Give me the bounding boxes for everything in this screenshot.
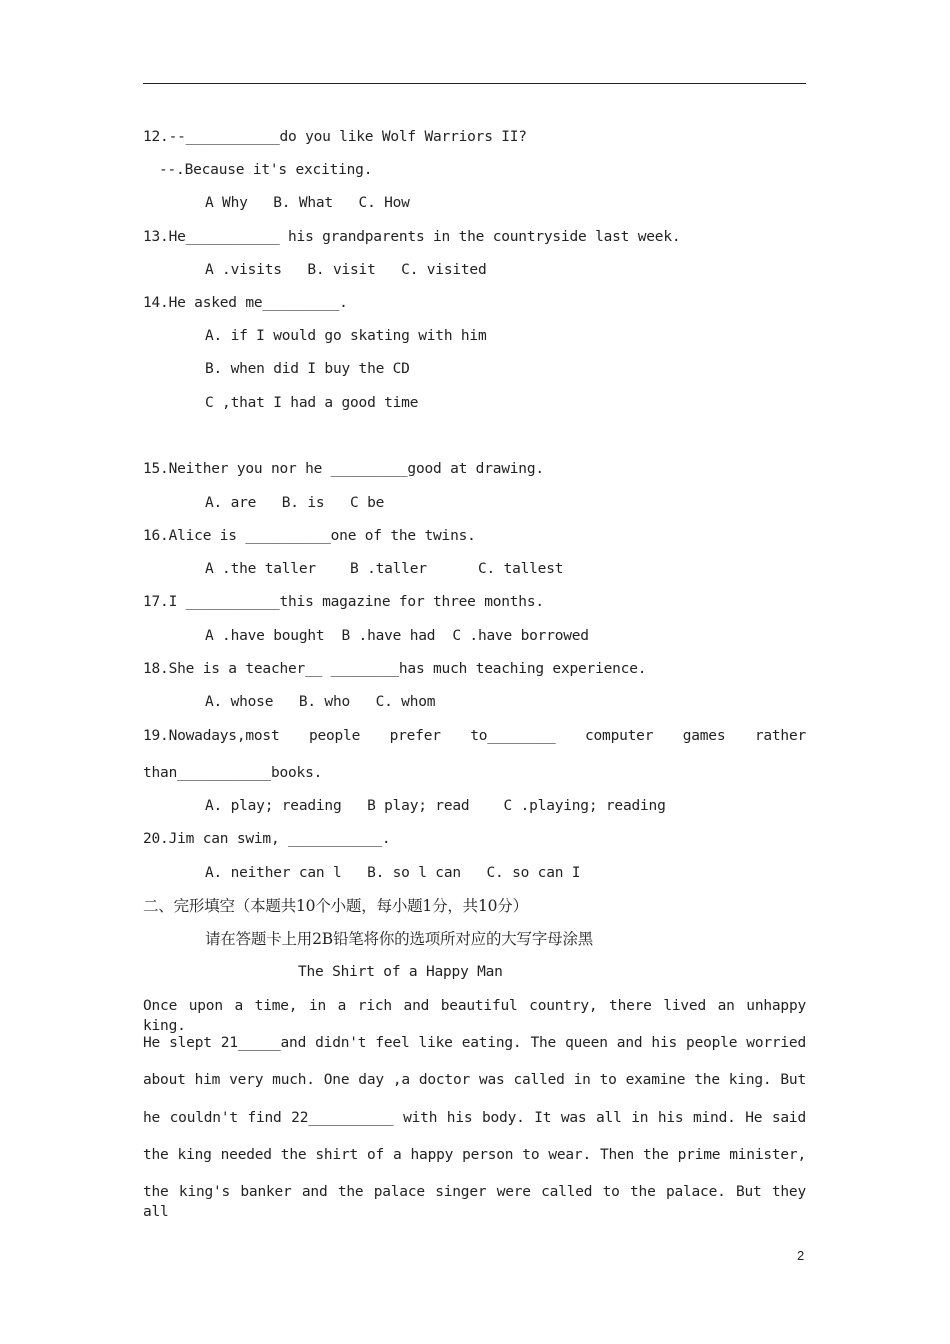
question-14-option-b: B. when did I buy the CD xyxy=(205,361,410,377)
passage-title: The Shirt of a Happy Man xyxy=(298,964,503,980)
question-13-options: A .visits B. visit C. visited xyxy=(205,262,487,278)
header-rule xyxy=(143,83,806,84)
question-17-stem: 17.I ___________this magazine for three months. xyxy=(143,594,544,610)
question-14-option-a: A. if I would go skating with him xyxy=(205,328,487,344)
section-2-heading: 二、完形填空（本题共10个小题，每小题1分，共10分） xyxy=(143,897,528,915)
page-number: 2 xyxy=(797,1248,805,1263)
question-13-stem: 13.He___________ his grandparents in the countryside last week. xyxy=(143,229,681,245)
passage-line: He slept 21_____and didn't feel like eating. The queen and his people worried xyxy=(143,1035,806,1051)
question-20-options: A. neither can l B. so l can C. so can I xyxy=(205,865,581,881)
question-18-stem: 18.She is a teacher__ ________has much teaching experience. xyxy=(143,661,647,677)
passage-line: the king needed the shirt of a happy person to wear. Then the prime minister, xyxy=(143,1147,806,1163)
question-16-stem: 16.Alice is __________one of the twins. xyxy=(143,528,476,544)
section-2-instruction: 请在答题卡上用2B铅笔将你的选项所对应的大写字母涂黑 xyxy=(205,930,594,948)
question-15-options: A. are B. is C be xyxy=(205,495,385,511)
question-14-option-c: C ,that I had a good time xyxy=(205,395,419,411)
question-18-options: A. whose B. who C. whom xyxy=(205,694,436,710)
passage-line: Once upon a time, in a rich and beautiful country, there lived an unhappy king. xyxy=(143,998,806,1034)
question-15-stem: 15.Neither you nor he _________good at drawing. xyxy=(143,461,544,477)
passage-line: the king's banker and the palace singer were called to the palace. But they all xyxy=(143,1184,806,1220)
question-19-stem-line2: than___________books. xyxy=(143,765,323,781)
passage-line: he couldn't find 22__________ with his body. It was all in his mind. He said xyxy=(143,1110,806,1126)
question-16-options: A .the taller B .taller C. tallest xyxy=(205,561,564,577)
question-12-stem: 12.--___________do you like Wolf Warriors II? xyxy=(143,129,527,145)
question-12-reply: --.Because it's exciting. xyxy=(159,162,373,178)
question-12-options: A Why B. What C. How xyxy=(205,195,410,211)
question-17-options: A .have bought B .have had C .have borrowed xyxy=(205,628,589,644)
passage-line: about him very much. One day ,a doctor was called in to examine the king. But xyxy=(143,1072,806,1088)
question-19-stem-line1: 19.Nowadays,most people prefer to________ computer games rather xyxy=(143,728,806,744)
question-14-stem: 14.He asked me_________. xyxy=(143,295,348,311)
question-19-options: A. play; reading B play; read C .playing; reading xyxy=(205,798,666,814)
question-20-stem: 20.Jim can swim, ___________. xyxy=(143,831,391,847)
